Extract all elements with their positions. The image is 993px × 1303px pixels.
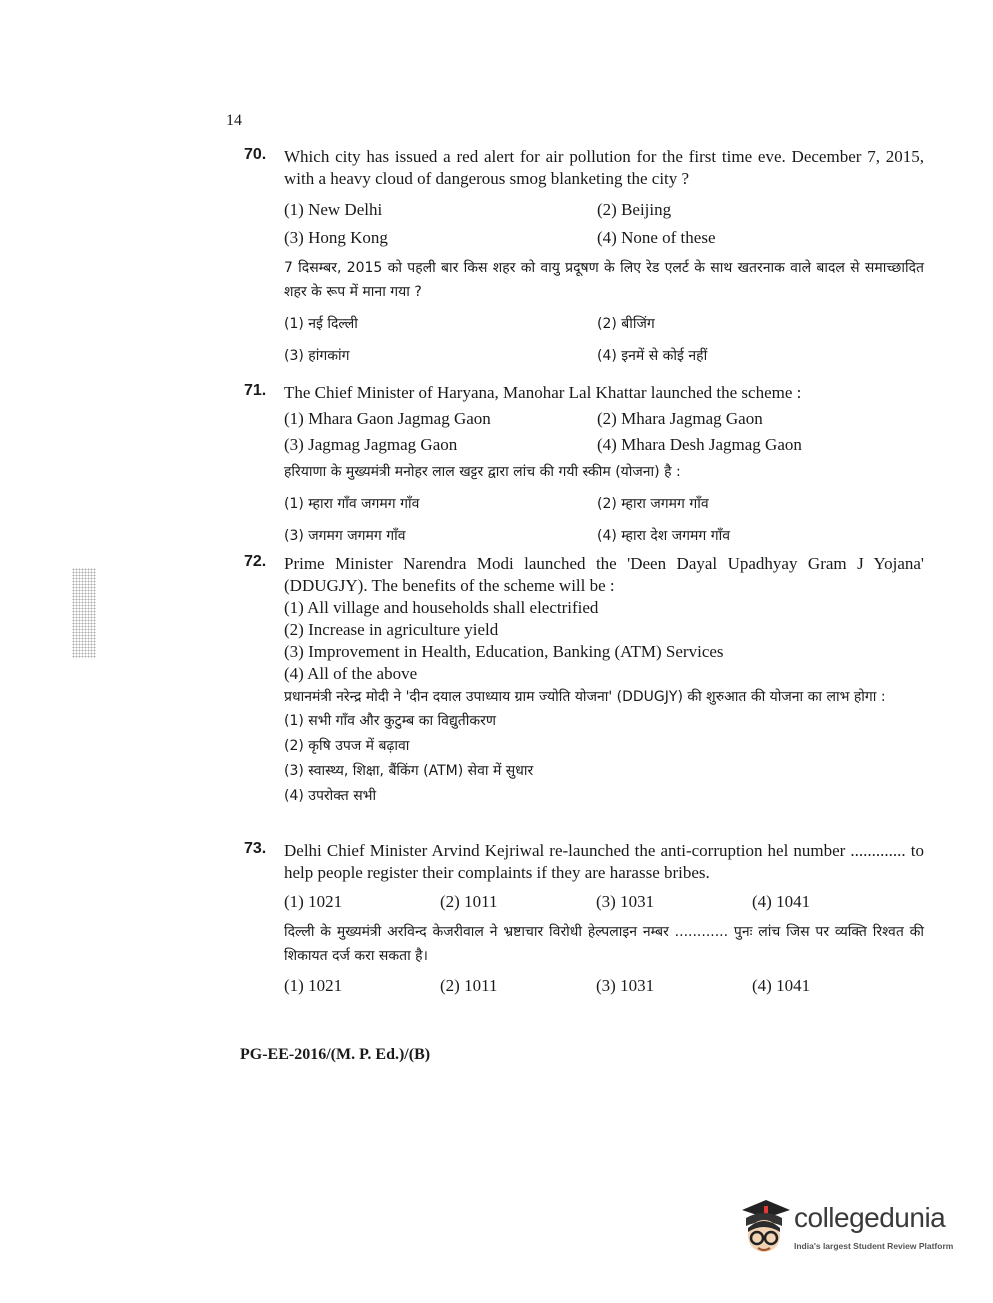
- question-text-en: Which city has issued a red alert for air pollution for the first time eve. December 7, 2015, with a heavy cloud of dangerous smog blanketing the city ?: [284, 147, 924, 188]
- option-2-en: (2) Beijing: [597, 200, 672, 219]
- question-text-hi: प्रधानमंत्री नरेन्द्र मोदी ने 'दीन दयाल उपाध्याय ग्राम ज्योति योजना' (DDUGJY) की शुरुआत की योजना का लाभ होगा :: [284, 689, 886, 705]
- option-2-en: (2) Mhara Jagmag Gaon: [597, 409, 763, 428]
- option-3-hi: (3) जगमग जगमग गाँव: [284, 528, 406, 544]
- option-2-en: (2) Increase in agriculture yield: [284, 620, 499, 639]
- option-3-hi: (3) 1031: [596, 976, 655, 995]
- question-number: 71.: [244, 382, 267, 399]
- option-2-hi: (2) बीजिंग: [597, 316, 655, 332]
- question-70: [244, 146, 924, 376]
- logo-wordmark: collegedunia: [794, 1202, 946, 1233]
- option-3-en: (3) Improvement in Health, Education, Banking (ATM) Services: [284, 642, 724, 661]
- question-text-en: Prime Minister Narendra Modi launched the 'Deen Dayal Upadhyay Gram J Yojana' (DDUGJY). The benefits of the scheme will be :: [284, 554, 924, 595]
- option-4-en: (4) All of the above: [284, 664, 418, 683]
- question-71: [244, 382, 924, 556]
- question-text-hi: हरियाणा के मुख्यमंत्री मनोहर लाल खट्टर द्वारा लांच की गयी स्कीम (योजना) है :: [284, 464, 681, 480]
- page-number: 14: [226, 112, 242, 129]
- question-number: 73.: [244, 840, 267, 857]
- option-4-hi: (4) इनमें से कोई नहीं: [597, 348, 708, 364]
- option-1-hi: (1) सभी गाँव और कुटुम्ब का विद्युतीकरण: [284, 713, 496, 729]
- option-4-hi: (4) उपरोक्त सभी: [284, 788, 377, 804]
- graduate-mascot-icon: [736, 1196, 792, 1258]
- question-72: [244, 553, 924, 809]
- scan-artifact: [72, 568, 96, 658]
- option-1-en: (1) All village and households shall electrified: [284, 598, 599, 617]
- option-1-en: (1) 1021: [284, 892, 343, 911]
- question-73: [244, 840, 924, 1004]
- question-number: 70.: [244, 146, 267, 163]
- option-1-en: (1) New Delhi: [284, 200, 383, 219]
- option-3-en: (3) 1031: [596, 892, 655, 911]
- question-number: 72.: [244, 553, 267, 570]
- option-2-hi: (2) कृषि उपज में बढ़ावा: [284, 738, 410, 754]
- option-1-hi: (1) 1021: [284, 976, 343, 995]
- logo-tagline: India's largest Student Review Platform: [794, 1241, 954, 1251]
- question-text-hi: दिल्ली के मुख्यमंत्री अरविन्द केजरीवाल ने भ्रष्टाचार विरोधी हेल्पलाइन नम्बर ............ पुनः लांच जिस पर व्यक्ति रिश्वत की शिकायत दर्ज करा सकता है।: [284, 924, 924, 964]
- option-2-hi: (2) 1011: [440, 976, 498, 995]
- option-3-en: (3) Hong Kong: [284, 228, 388, 247]
- option-1-en: (1) Mhara Gaon Jagmag Gaon: [284, 409, 491, 428]
- option-1-hi: (1) नई दिल्ली: [284, 316, 358, 332]
- option-2-hi: (2) म्हारा जगमग गाँव: [597, 496, 709, 512]
- option-4-hi: (4) 1041: [752, 976, 811, 995]
- option-2-en: (2) 1011: [440, 892, 498, 911]
- paper-code: PG-EE-2016/(M. P. Ed.)/(B): [240, 1046, 431, 1063]
- option-4-en: (4) Mhara Desh Jagmag Gaon: [597, 435, 802, 454]
- option-3-hi: (3) स्वास्थ्य, शिक्षा, बैंकिंग (ATM) सेवा में सुधार: [284, 763, 534, 779]
- question-text-en: The Chief Minister of Haryana, Manohar Lal Khattar launched the scheme :: [284, 383, 802, 402]
- option-4-hi: (4) म्हारा देश जगमग गाँव: [597, 528, 731, 544]
- option-1-hi: (1) म्हारा गाँव जगमग गाँव: [284, 496, 420, 512]
- option-4-en: (4) 1041: [752, 892, 811, 911]
- option-3-en: (3) Jagmag Jagmag Gaon: [284, 435, 458, 454]
- question-text-hi: 7 दिसम्बर, 2015 को पहली बार किस शहर को वायु प्रदूषण के लिए रेड एलर्ट के साथ खतरनाक वाले बादल से समाच्छादित शहर के रूप में माना गया ?: [284, 260, 924, 300]
- option-3-hi: (3) हांगकांग: [284, 348, 350, 364]
- option-4-en: (4) None of these: [597, 228, 716, 247]
- question-text-en: Delhi Chief Minister Arvind Kejriwal re-launched the anti-corruption hel number ............. to help people register their complaints if they are harasse bribes.: [284, 841, 924, 882]
- collegedunia-logo[interactable]: [736, 1196, 964, 1262]
